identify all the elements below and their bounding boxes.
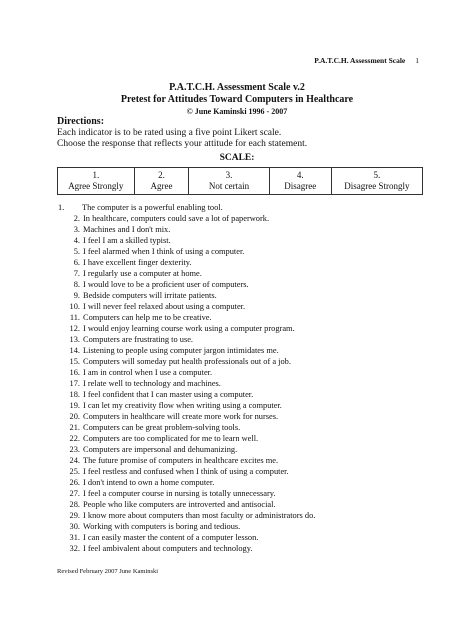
scale-option xyxy=(331,168,422,195)
statement-number: 20. xyxy=(69,412,80,421)
statement-number: 5. xyxy=(73,247,80,256)
statement-item xyxy=(58,224,458,235)
statement-text: I would love to be a proficient user of computers. xyxy=(83,280,249,289)
statement-text: Computers are frustrating to use. xyxy=(83,335,194,344)
statement-text: People who like computers are introverted and antisocial. xyxy=(83,500,276,509)
scale-option-number: 4. xyxy=(296,170,304,180)
statement-item xyxy=(58,455,458,466)
statement-item xyxy=(58,532,458,543)
statement-number: 28. xyxy=(69,500,80,509)
statement-number: 13. xyxy=(69,335,80,344)
statement-text: I will never feel relaxed about using a computer. xyxy=(83,302,246,311)
statement-item xyxy=(58,466,458,477)
scale-option xyxy=(269,168,331,195)
statement-text: Listening to people using computer jargon intimidates me. xyxy=(83,346,279,355)
statement-item xyxy=(58,499,458,510)
scale-option-label: Disagree Strongly xyxy=(344,180,410,191)
statement-item xyxy=(58,202,458,213)
running-header xyxy=(314,56,419,65)
statement-text: Computers will someday put health professionals out of a job. xyxy=(83,357,291,366)
statement-number: 23. xyxy=(69,445,80,454)
statement-item xyxy=(58,400,458,411)
statement-text: I feel confident that I can master using a computer. xyxy=(83,390,254,399)
statement-number: 24. xyxy=(69,456,80,465)
statement-item xyxy=(58,323,458,334)
statement-item xyxy=(58,411,458,422)
statement-number: 29. xyxy=(69,511,80,520)
document-subtitle: Pretest for Attitudes Toward Computers in Healthcare xyxy=(120,94,354,105)
statement-item xyxy=(58,334,458,345)
scale-option-number: 5. xyxy=(373,170,381,180)
statement-text: I feel alarmed when I think of using a computer. xyxy=(83,247,245,256)
directions-section xyxy=(57,116,437,151)
directions-line-1: Each indicator is to be rated using a five point Likert scale. xyxy=(57,127,282,138)
statement-item xyxy=(58,433,458,444)
statement-text: I regularly use a computer at home. xyxy=(83,269,202,278)
statement-number: 30. xyxy=(69,522,80,531)
directions-line-2: Choose the response that reflects your attitude for each statement. xyxy=(57,139,308,149)
scale-option-label: Not certain xyxy=(208,180,250,191)
statement-text: I can easily master the content of a computer lesson. xyxy=(83,533,259,542)
statement-item xyxy=(58,246,458,257)
statement-text: I relate well to technology and machines. xyxy=(83,379,221,388)
statement-number: 21. xyxy=(69,423,80,432)
revision-footer: Revised February 2007 June Kaminski xyxy=(57,568,159,575)
statement-text: The future promise of computers in healthcare excites me. xyxy=(83,456,279,465)
statement-number: 4. xyxy=(73,236,80,245)
scale-option-label: Agree Strongly xyxy=(68,180,124,191)
statement-number: 14. xyxy=(69,346,80,355)
statement-text: I feel I am a skilled typist. xyxy=(83,236,171,245)
statement-item xyxy=(58,521,458,532)
copyright-line: © June Kaminski 1996 - 2007 xyxy=(186,107,288,116)
statement-item xyxy=(58,510,458,521)
statement-number: 7. xyxy=(73,269,80,278)
statement-item xyxy=(58,268,458,279)
statement-number: 31. xyxy=(69,533,80,542)
scale-option xyxy=(58,168,135,195)
scale-option-number: 1. xyxy=(92,170,100,180)
statement-text: I don't intend to own a home computer. xyxy=(83,478,215,487)
scale-option-label: Agree xyxy=(150,180,173,191)
statement-text: Computers in healthcare will create more work for nurses. xyxy=(83,412,279,421)
directions-heading: Directions: xyxy=(57,116,105,127)
statement-text: I would enjoy learning course work using a computer program. xyxy=(83,324,295,333)
statement-number: 19. xyxy=(69,401,80,410)
statement-number: 26. xyxy=(69,478,80,487)
statement-text: I know more about computers than most faculty or administrators do. xyxy=(83,511,316,520)
statement-text: I feel a computer course in nursing is totally unnecessary. xyxy=(83,489,276,498)
statement-item xyxy=(58,213,458,224)
statement-number: 6. xyxy=(73,258,80,267)
statement-number: 11. xyxy=(69,313,80,322)
likert-scale-table xyxy=(57,167,423,195)
document-title: P.A.T.C.H. Assessment Scale v.2 xyxy=(169,82,305,93)
statement-text: Computers are too complicated for me to learn well. xyxy=(83,434,259,443)
scale-option xyxy=(189,168,269,195)
statement-number: 10. xyxy=(69,302,80,311)
statement-number: 32. xyxy=(69,544,80,553)
statement-item xyxy=(58,378,458,389)
scale-option-number: 2. xyxy=(158,170,165,180)
running-header-title: P.A.T.C.H. Assessment Scale xyxy=(314,56,406,65)
statement-number: 15. xyxy=(69,357,80,366)
statement-number: 17. xyxy=(69,379,80,388)
statement-text: Computers can help me to be creative. xyxy=(83,313,212,322)
statement-number: 18. xyxy=(69,390,80,399)
likert-scale-row xyxy=(58,168,423,195)
statement-item xyxy=(58,422,458,433)
statement-number: 27. xyxy=(69,489,80,498)
statement-item xyxy=(58,257,458,268)
statement-number: 25. xyxy=(69,467,80,476)
statement-number: 16. xyxy=(69,368,80,377)
statement-list xyxy=(58,202,458,554)
statement-text: I am in control when I use a computer. xyxy=(83,368,213,377)
scale-option xyxy=(134,168,189,195)
statement-item xyxy=(58,235,458,246)
statement-item xyxy=(58,356,458,367)
scale-title: SCALE: xyxy=(219,153,255,163)
statement-item xyxy=(58,301,458,312)
statement-text: Bedside computers will irritate patients. xyxy=(83,291,217,300)
statement-item xyxy=(58,488,458,499)
statement-text: Computers can be great problem-solving tools. xyxy=(83,423,241,432)
statement-number: 2. xyxy=(73,214,80,223)
statement-text: I can let my creativity flow when writing using a computer. xyxy=(83,401,282,410)
statement-item xyxy=(58,312,458,323)
statement-number: 3. xyxy=(73,225,80,234)
statement-number: 9. xyxy=(73,291,80,300)
statement-item xyxy=(58,367,458,378)
title-block xyxy=(0,82,474,117)
statement-number: 22. xyxy=(69,434,80,443)
page-number: 1 xyxy=(415,56,419,65)
statement-text: Working with computers is boring and tedious. xyxy=(83,522,241,531)
statement-number: 8. xyxy=(73,280,80,289)
statement-text: The computer is a powerful enabling tool. xyxy=(82,203,223,212)
statement-item xyxy=(58,290,458,301)
statement-item xyxy=(58,345,458,356)
statement-item xyxy=(58,389,458,400)
statement-item xyxy=(58,444,458,455)
statement-text: I feel ambivalent about computers and technology. xyxy=(83,544,253,553)
statement-number: 1. xyxy=(58,203,65,212)
scale-option-label: Disagree xyxy=(284,180,317,191)
statement-text: In healthcare, computers could save a lot of paperwork. xyxy=(83,214,270,223)
statement-number: 12. xyxy=(69,324,80,333)
scale-option-number: 3. xyxy=(225,170,233,180)
statement-text: Computers are impersonal and dehumanizing. xyxy=(83,445,238,454)
statement-item xyxy=(58,543,458,554)
statement-item xyxy=(58,477,458,488)
statement-item xyxy=(58,279,458,290)
statement-text: I have excellent finger dexterity. xyxy=(83,258,192,267)
statement-text: I feel restless and confused when I think of using a computer. xyxy=(83,467,289,476)
statement-text: Machines and I don't mix. xyxy=(83,225,171,234)
